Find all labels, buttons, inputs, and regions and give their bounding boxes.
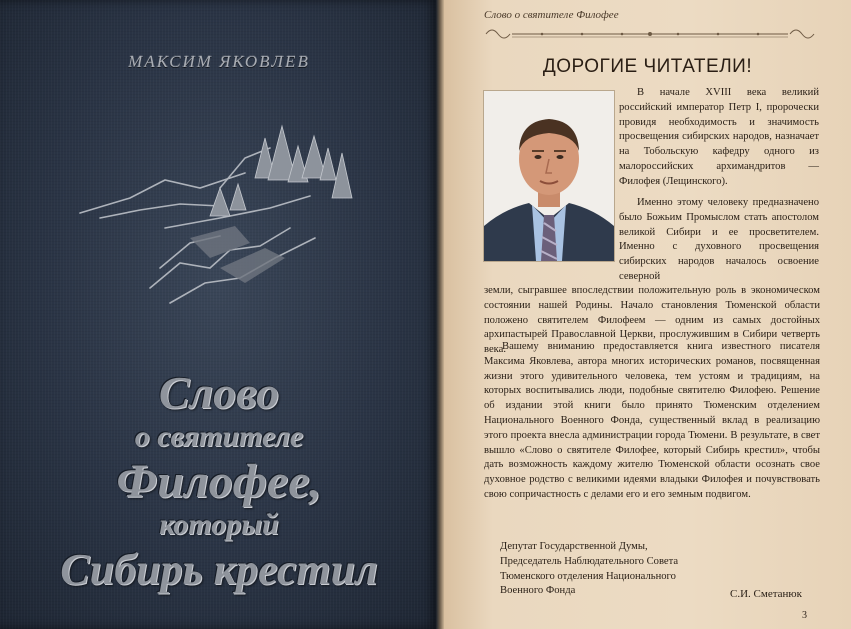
body-paragraph: Вашему вниманию предоставляется книга известного писателя Максима Яковлева, автора многих исторических романов, посвященная жизни этого удивительного человека, тем устоям и традициям, на которых воспитывались люди, подобные святителю Филофею. Решение об издании этой книги было принято Тюменским отделением Национального Военного Фонда, существенный вклад в реализацию этого проекта внесла администрации города Тюмени. В результате, в свет вышло «Слово о святителе Филофее, который Сибирь крестил», чтобы дать возможность каждому жителю Тюменской области осознать свое духовное родство с великими идеями владыки Филофея и почувствовать свою сопричастность с делами его и его земным подвигом.	[484, 341, 820, 500]
signature-line: Тюменского отделения Национального	[500, 570, 676, 582]
cover-title	[0, 367, 438, 594]
ornament-divider	[482, 24, 818, 44]
cover-title-line: Филофее,	[116, 455, 322, 508]
body-paragraph: В начале XVIII века великий российский император Петр I, пророчески провидя необходимость и значимость просвещения сибирских народов, назначает на Тобольскую кафедру одного из малороссийских архимандритов — Филофея (Лещинского).	[619, 87, 819, 187]
running-head: Слово о святителе Филофее	[484, 9, 619, 21]
cover-author: МАКСИМ ЯКОВЛЕВ	[128, 52, 310, 71]
cover-title-line: Сибирь крестил	[60, 545, 378, 594]
signature-line: Председатель Наблюдательного Совета	[500, 555, 679, 567]
body-paragraph: земли, сыгравшее впоследствии положительную роль в экономическом состоянии нашей Родины. Начало становления Тюменской области положено святителем Филофеем — одним из самых достойных архипастырей Православной Церкви, прослужившим в Сибири четверть века.	[484, 285, 820, 356]
cover-title-line: который	[159, 508, 279, 541]
signature-line: Военного Фонда	[500, 585, 576, 597]
embossed-landscape-illustration	[70, 118, 370, 308]
signature-name: С.И. Сметанюк	[730, 588, 802, 600]
signature-line: Депутат Государственной Думы,	[500, 541, 648, 552]
cover-title-line: о святителе	[134, 420, 304, 453]
book-gutter	[436, 0, 444, 629]
signature-block	[500, 540, 678, 599]
body-paragraph: Именно этому человеку предназначено было Божьим Промыслом стать апостолом великой Сибири и ее просветителем. Именно с духовного просвещения сибирских народов началось освоение северной	[619, 197, 819, 282]
cover-title-line: Слово	[158, 367, 280, 418]
author-portrait-photo	[483, 90, 615, 262]
page-number: 3	[802, 610, 807, 621]
book-page	[444, 0, 851, 629]
page-heading: ДОРОГИЕ ЧИТАТЕЛИ!	[542, 56, 753, 77]
